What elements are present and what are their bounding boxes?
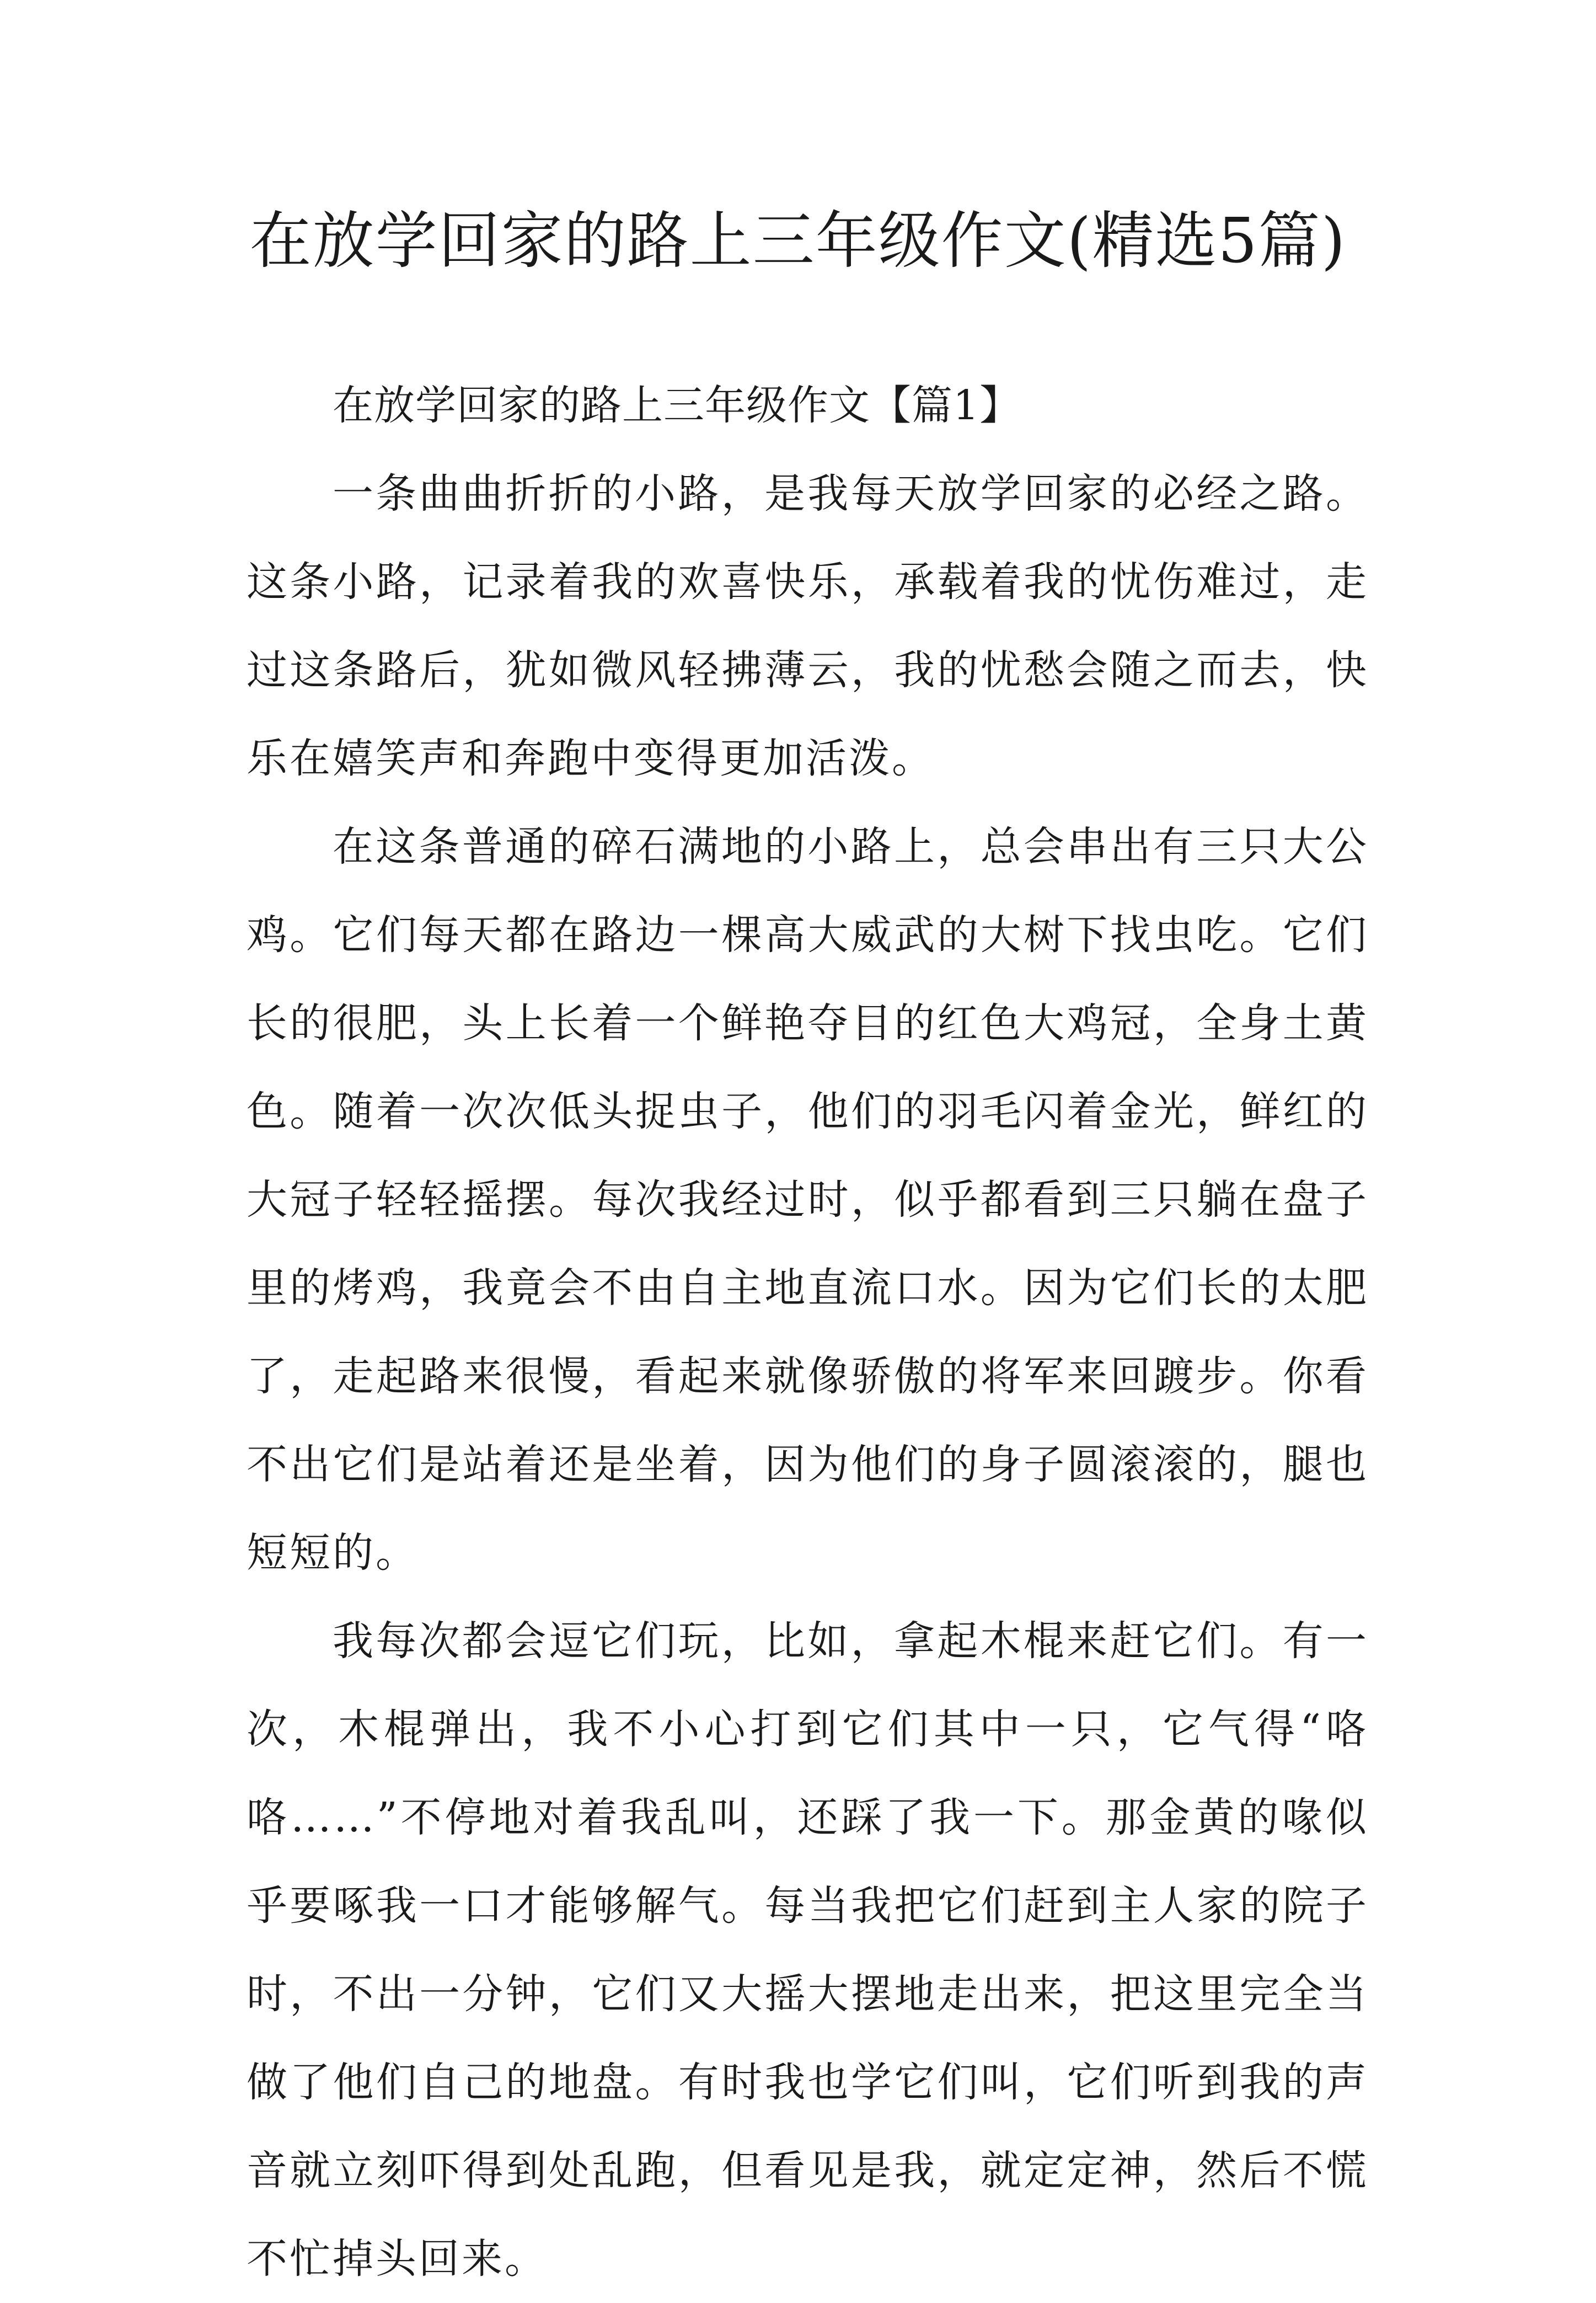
document-title: 在放学回家的路上三年级作文(精选5篇) (249, 205, 1347, 277)
paragraph-2: 在这条普通的碎石满地的小路上，总会串出有三只大公鸡。它们每天都在路边一棵高大威武的大树下找虫吃。它们长的很肥，头上长着一个鲜艳夺目的红色大鸡冠，全身土黄色。随着一次次低头捉虫子，他们的羽毛闪着金光，鲜红的大冠子轻轻摇摆。每次我经过时，似乎都看到三只躺在盘子里的烤鸡，我竟会不由自主地直流口水。因为它们长的太肥了，走起路来很慢，看起来就像骄傲的将军来回踱步。你看不出它们是站着还是坐着，因为他们的身子圆滚滚的，腿也短短的。 (247, 823, 1369, 1577)
document-body (247, 361, 1369, 2303)
section-heading: 在放学回家的路上三年级作文【篇1】 (333, 382, 1021, 429)
paragraph-1: 一条曲曲折折的小路，是我每天放学回家的必经之路。这条小路，记录着我的欢喜快乐，承载着我的忧伤难过，走过这条路后，犹如微风轻拂薄云，我的忧愁会随之而去，快乐在嬉笑声和奔跑中变得更加活泼。 (247, 470, 1369, 782)
paragraph-3: 我每次都会逗它们玩，比如，拿起木棍来赶它们。有一次，木棍弹出，我不小心打到它们其中一只，它气得“咯咯……”不停地对着我乱叫，还踩了我一下。那金黄的喙似乎要啄我一口才能够解气。每当我把它们赶到主人家的院子时，不出一分钟，它们又大摇大摆地走出来，把这里完全当做了他们自己的地盘。有时我也学它们叫，它们听到我的声音就立刻吓得到处乱跑，但看见是我，就定定神，然后不慌不忙掉头回来。 (247, 1617, 1369, 2283)
